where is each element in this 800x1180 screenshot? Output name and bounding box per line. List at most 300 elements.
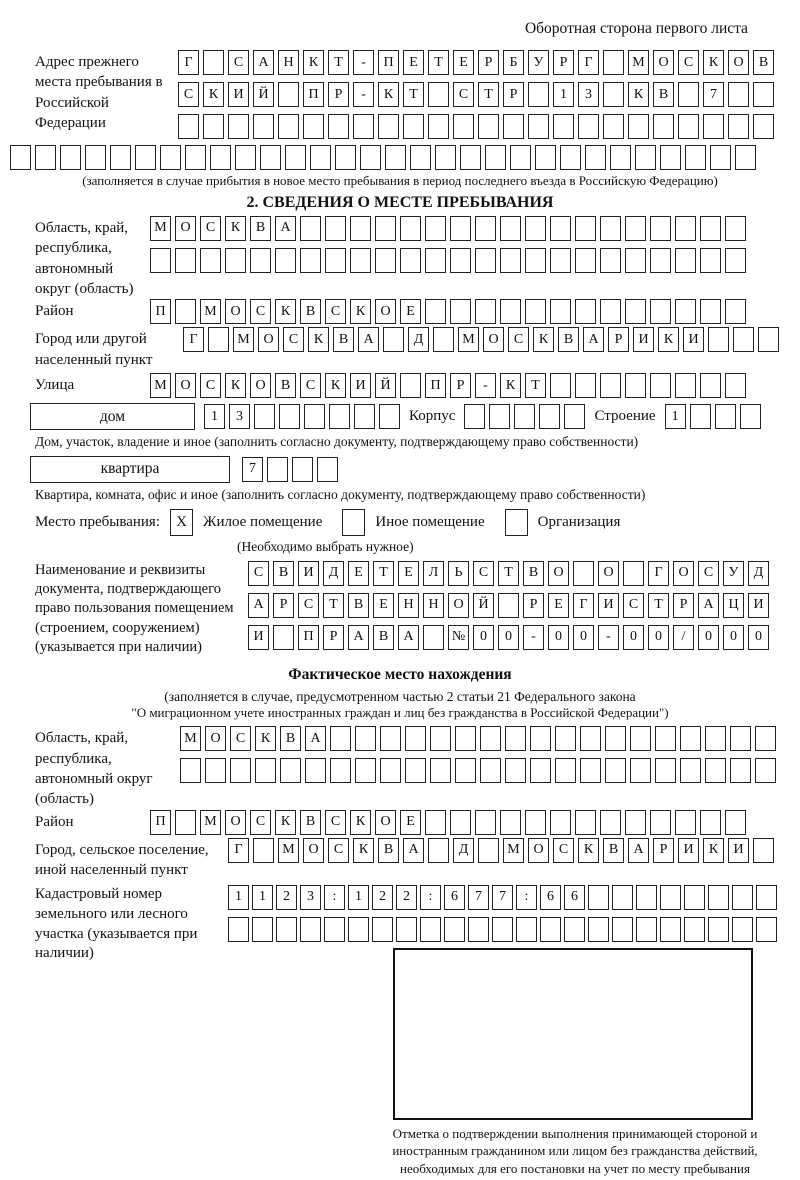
char-box[interactable] [278, 114, 299, 139]
char-box[interactable] [317, 457, 338, 482]
char-box[interactable]: Й [375, 373, 396, 398]
char-box[interactable] [378, 114, 399, 139]
char-box[interactable] [325, 216, 346, 241]
char-box[interactable] [430, 726, 451, 751]
char-box[interactable] [758, 327, 779, 352]
char-box[interactable]: К [275, 299, 296, 324]
char-box[interactable] [628, 114, 649, 139]
char-box[interactable]: К [275, 810, 296, 835]
char-box[interactable]: Р [653, 838, 674, 863]
char-box[interactable] [253, 838, 274, 863]
char-box[interactable] [203, 114, 224, 139]
char-box[interactable]: В [378, 838, 399, 863]
char-box[interactable] [603, 82, 624, 107]
char-box[interactable] [500, 216, 521, 241]
char-box[interactable] [375, 248, 396, 273]
char-box[interactable] [555, 758, 576, 783]
char-box[interactable]: Т [323, 593, 344, 618]
char-box[interactable] [650, 216, 671, 241]
char-box[interactable]: Г [183, 327, 204, 352]
char-box[interactable]: 3 [578, 82, 599, 107]
char-box[interactable]: Н [423, 593, 444, 618]
char-box[interactable]: К [350, 810, 371, 835]
char-box[interactable] [428, 82, 449, 107]
char-box[interactable] [725, 810, 746, 835]
char-box[interactable]: К [325, 373, 346, 398]
char-box[interactable]: Е [348, 561, 369, 586]
char-box[interactable] [650, 299, 671, 324]
char-box[interactable]: 2 [276, 885, 297, 910]
char-box[interactable]: : [516, 885, 537, 910]
char-box[interactable] [460, 145, 481, 170]
char-box[interactable] [383, 327, 404, 352]
char-box[interactable]: А [403, 838, 424, 863]
char-box[interactable] [684, 885, 705, 910]
char-box[interactable] [225, 248, 246, 273]
char-box[interactable] [60, 145, 81, 170]
char-box[interactable] [675, 373, 696, 398]
char-box[interactable] [550, 216, 571, 241]
char-box[interactable] [328, 114, 349, 139]
char-box[interactable]: - [598, 625, 619, 650]
char-box[interactable]: О [175, 216, 196, 241]
char-box[interactable]: П [298, 625, 319, 650]
char-box[interactable]: В [275, 373, 296, 398]
char-box[interactable]: С [200, 373, 221, 398]
char-box[interactable] [756, 885, 777, 910]
char-box[interactable]: Г [178, 50, 199, 75]
char-box[interactable]: Р [523, 593, 544, 618]
char-box[interactable]: Е [453, 50, 474, 75]
char-box[interactable]: О [258, 327, 279, 352]
char-box[interactable]: О [175, 373, 196, 398]
char-box[interactable]: Т [648, 593, 669, 618]
char-box[interactable] [550, 810, 571, 835]
char-box[interactable]: С [300, 373, 321, 398]
char-box[interactable] [292, 457, 313, 482]
char-box[interactable]: Е [373, 593, 394, 618]
char-box[interactable] [678, 82, 699, 107]
char-box[interactable] [655, 726, 676, 751]
char-box[interactable] [433, 327, 454, 352]
char-box[interactable]: 2 [396, 885, 417, 910]
char-box[interactable] [600, 373, 621, 398]
char-box[interactable]: К [500, 373, 521, 398]
char-box[interactable] [725, 248, 746, 273]
char-box[interactable] [685, 145, 706, 170]
char-box[interactable]: Р [328, 82, 349, 107]
char-box[interactable] [550, 373, 571, 398]
char-box[interactable]: Т [373, 561, 394, 586]
char-box[interactable]: - [353, 50, 374, 75]
char-box[interactable]: Т [428, 50, 449, 75]
char-box[interactable]: 0 [498, 625, 519, 650]
char-box[interactable]: К [303, 50, 324, 75]
char-box[interactable]: Т [403, 82, 424, 107]
char-box[interactable] [280, 758, 301, 783]
char-box[interactable] [350, 248, 371, 273]
char-box[interactable]: С [228, 50, 249, 75]
char-box[interactable] [728, 82, 749, 107]
char-box[interactable] [710, 145, 731, 170]
char-box[interactable]: Ц [723, 593, 744, 618]
char-box[interactable] [550, 299, 571, 324]
char-box[interactable] [575, 373, 596, 398]
stay-option-organization-checkbox[interactable] [505, 509, 528, 536]
char-box[interactable]: О [375, 299, 396, 324]
char-box[interactable] [600, 810, 621, 835]
char-box[interactable]: 0 [723, 625, 744, 650]
char-box[interactable]: О [250, 373, 271, 398]
char-box[interactable] [455, 726, 476, 751]
char-box[interactable] [35, 145, 56, 170]
char-box[interactable] [492, 917, 513, 942]
char-box[interactable] [385, 145, 406, 170]
char-box[interactable] [450, 299, 471, 324]
char-box[interactable]: К [378, 82, 399, 107]
char-box[interactable] [636, 917, 657, 942]
char-box[interactable]: 0 [548, 625, 569, 650]
char-box[interactable] [505, 758, 526, 783]
char-box[interactable]: - [353, 82, 374, 107]
char-box[interactable]: О [528, 838, 549, 863]
char-box[interactable]: К [533, 327, 554, 352]
char-box[interactable] [435, 145, 456, 170]
char-box[interactable]: С [678, 50, 699, 75]
char-box[interactable] [600, 216, 621, 241]
char-box[interactable] [753, 114, 774, 139]
char-box[interactable] [330, 758, 351, 783]
char-box[interactable] [610, 145, 631, 170]
char-box[interactable]: М [233, 327, 254, 352]
char-box[interactable]: М [150, 216, 171, 241]
char-box[interactable]: В [603, 838, 624, 863]
char-box[interactable] [735, 145, 756, 170]
char-box[interactable]: № [448, 625, 469, 650]
char-box[interactable]: А [358, 327, 379, 352]
char-box[interactable] [450, 216, 471, 241]
char-box[interactable] [588, 885, 609, 910]
char-box[interactable]: К [703, 838, 724, 863]
char-box[interactable] [425, 299, 446, 324]
char-box[interactable] [753, 838, 774, 863]
char-box[interactable] [708, 917, 729, 942]
char-box[interactable]: К [308, 327, 329, 352]
char-box[interactable]: 1 [553, 82, 574, 107]
char-box[interactable]: А [583, 327, 604, 352]
char-box[interactable] [655, 758, 676, 783]
char-box[interactable] [464, 404, 485, 429]
char-box[interactable]: Е [398, 561, 419, 586]
char-box[interactable] [350, 216, 371, 241]
char-box[interactable] [500, 248, 521, 273]
char-box[interactable]: М [278, 838, 299, 863]
char-box[interactable]: С [325, 810, 346, 835]
char-box[interactable] [678, 114, 699, 139]
char-box[interactable] [684, 917, 705, 942]
char-box[interactable] [355, 758, 376, 783]
char-box[interactable] [725, 216, 746, 241]
char-box[interactable] [636, 885, 657, 910]
char-box[interactable] [700, 216, 721, 241]
char-box[interactable] [680, 758, 701, 783]
char-box[interactable] [200, 248, 221, 273]
char-box[interactable] [180, 758, 201, 783]
char-box[interactable]: Г [228, 838, 249, 863]
char-box[interactable] [455, 758, 476, 783]
char-box[interactable] [625, 810, 646, 835]
char-box[interactable] [430, 758, 451, 783]
char-box[interactable] [405, 758, 426, 783]
char-box[interactable]: В [250, 216, 271, 241]
char-box[interactable] [255, 758, 276, 783]
char-box[interactable] [580, 726, 601, 751]
char-box[interactable] [310, 145, 331, 170]
char-box[interactable]: Е [548, 593, 569, 618]
char-box[interactable]: У [723, 561, 744, 586]
char-box[interactable]: С [623, 593, 644, 618]
char-box[interactable] [715, 404, 736, 429]
char-box[interactable]: И [683, 327, 704, 352]
char-box[interactable] [135, 145, 156, 170]
char-box[interactable] [360, 145, 381, 170]
char-box[interactable] [450, 248, 471, 273]
char-box[interactable] [623, 561, 644, 586]
char-box[interactable]: И [748, 593, 769, 618]
char-box[interactable] [525, 299, 546, 324]
char-box[interactable] [753, 82, 774, 107]
char-box[interactable]: У [528, 50, 549, 75]
char-box[interactable]: 3 [300, 885, 321, 910]
char-box[interactable]: Р [553, 50, 574, 75]
char-box[interactable] [580, 758, 601, 783]
char-box[interactable] [555, 726, 576, 751]
char-box[interactable] [675, 810, 696, 835]
char-box[interactable] [403, 114, 424, 139]
char-box[interactable] [740, 404, 761, 429]
char-box[interactable]: Е [400, 810, 421, 835]
char-box[interactable]: Н [398, 593, 419, 618]
char-box[interactable] [755, 726, 776, 751]
char-box[interactable] [252, 917, 273, 942]
char-box[interactable] [10, 145, 31, 170]
char-box[interactable] [178, 114, 199, 139]
char-box[interactable]: В [753, 50, 774, 75]
char-box[interactable]: И [598, 593, 619, 618]
char-box[interactable] [756, 917, 777, 942]
char-box[interactable] [730, 726, 751, 751]
char-box[interactable]: Р [273, 593, 294, 618]
char-box[interactable]: 3 [229, 404, 250, 429]
char-box[interactable] [528, 82, 549, 107]
char-box[interactable]: М [200, 810, 221, 835]
char-box[interactable] [410, 145, 431, 170]
char-box[interactable]: Г [573, 593, 594, 618]
char-box[interactable]: Й [473, 593, 494, 618]
char-box[interactable]: В [523, 561, 544, 586]
char-box[interactable] [708, 327, 729, 352]
char-box[interactable]: 1 [228, 885, 249, 910]
char-box[interactable]: К [628, 82, 649, 107]
char-box[interactable] [625, 216, 646, 241]
char-box[interactable] [480, 726, 501, 751]
char-box[interactable]: И [678, 838, 699, 863]
char-box[interactable]: В [280, 726, 301, 751]
char-box[interactable]: И [350, 373, 371, 398]
char-box[interactable]: С [553, 838, 574, 863]
char-box[interactable] [725, 373, 746, 398]
char-box[interactable]: С [698, 561, 719, 586]
char-box[interactable] [660, 917, 681, 942]
char-box[interactable] [573, 561, 594, 586]
char-box[interactable]: 0 [573, 625, 594, 650]
char-box[interactable]: 7 [703, 82, 724, 107]
char-box[interactable] [235, 145, 256, 170]
char-box[interactable]: С [453, 82, 474, 107]
char-box[interactable] [600, 248, 621, 273]
char-box[interactable]: О [548, 561, 569, 586]
char-box[interactable] [489, 404, 510, 429]
char-box[interactable] [400, 373, 421, 398]
char-box[interactable] [650, 810, 671, 835]
char-box[interactable]: В [273, 561, 294, 586]
char-box[interactable]: 2 [372, 885, 393, 910]
char-box[interactable] [625, 248, 646, 273]
char-box[interactable] [203, 50, 224, 75]
char-box[interactable] [468, 917, 489, 942]
char-box[interactable]: С [250, 810, 271, 835]
char-box[interactable] [728, 114, 749, 139]
char-box[interactable] [420, 917, 441, 942]
char-box[interactable] [733, 327, 754, 352]
char-box[interactable] [230, 758, 251, 783]
char-box[interactable]: В [558, 327, 579, 352]
char-box[interactable]: Р [478, 50, 499, 75]
char-box[interactable]: 0 [623, 625, 644, 650]
char-box[interactable]: С [473, 561, 494, 586]
char-box[interactable] [560, 145, 581, 170]
char-box[interactable]: Д [453, 838, 474, 863]
char-box[interactable] [304, 404, 325, 429]
char-box[interactable] [539, 404, 560, 429]
char-box[interactable] [500, 299, 521, 324]
char-box[interactable]: Л [423, 561, 444, 586]
char-box[interactable]: 6 [564, 885, 585, 910]
char-box[interactable] [564, 404, 585, 429]
char-box[interactable] [428, 838, 449, 863]
char-box[interactable]: К [350, 299, 371, 324]
char-box[interactable]: О [375, 810, 396, 835]
char-box[interactable] [530, 726, 551, 751]
char-box[interactable]: И [248, 625, 269, 650]
char-box[interactable] [348, 917, 369, 942]
char-box[interactable]: С [328, 838, 349, 863]
char-box[interactable] [453, 114, 474, 139]
char-box[interactable]: С [178, 82, 199, 107]
char-box[interactable] [253, 114, 274, 139]
char-box[interactable] [650, 373, 671, 398]
char-box[interactable] [500, 810, 521, 835]
char-box[interactable]: Б [503, 50, 524, 75]
char-box[interactable] [425, 810, 446, 835]
char-box[interactable]: Ь [448, 561, 469, 586]
char-box[interactable]: О [653, 50, 674, 75]
char-box[interactable]: И [728, 838, 749, 863]
char-box[interactable]: 6 [444, 885, 465, 910]
char-box[interactable] [575, 810, 596, 835]
char-box[interactable]: С [283, 327, 304, 352]
char-box[interactable]: М [628, 50, 649, 75]
char-box[interactable] [525, 248, 546, 273]
char-box[interactable] [564, 917, 585, 942]
char-box[interactable] [675, 299, 696, 324]
char-box[interactable]: Т [478, 82, 499, 107]
char-box[interactable] [325, 248, 346, 273]
char-box[interactable]: О [728, 50, 749, 75]
char-box[interactable] [585, 145, 606, 170]
char-box[interactable]: Д [408, 327, 429, 352]
char-box[interactable] [505, 726, 526, 751]
char-box[interactable] [525, 216, 546, 241]
char-box[interactable] [660, 885, 681, 910]
char-box[interactable]: 7 [242, 457, 263, 482]
char-box[interactable] [330, 726, 351, 751]
char-box[interactable] [205, 758, 226, 783]
char-box[interactable] [425, 216, 446, 241]
char-box[interactable]: О [448, 593, 469, 618]
char-box[interactable]: Д [748, 561, 769, 586]
char-box[interactable] [578, 114, 599, 139]
char-box[interactable]: П [150, 299, 171, 324]
char-box[interactable] [503, 114, 524, 139]
char-box[interactable]: В [373, 625, 394, 650]
char-box[interactable] [690, 404, 711, 429]
char-box[interactable] [85, 145, 106, 170]
char-box[interactable] [540, 917, 561, 942]
char-box[interactable]: Г [578, 50, 599, 75]
char-box[interactable] [730, 758, 751, 783]
char-box[interactable] [300, 917, 321, 942]
char-box[interactable] [303, 114, 324, 139]
char-box[interactable]: 6 [540, 885, 561, 910]
char-box[interactable]: 7 [468, 885, 489, 910]
char-box[interactable] [423, 625, 444, 650]
char-box[interactable] [396, 917, 417, 942]
char-box[interactable] [355, 726, 376, 751]
char-box[interactable]: А [398, 625, 419, 650]
char-box[interactable] [660, 145, 681, 170]
char-box[interactable]: О [225, 810, 246, 835]
char-box[interactable]: 7 [492, 885, 513, 910]
char-box[interactable]: Е [403, 50, 424, 75]
char-box[interactable] [372, 917, 393, 942]
char-box[interactable] [605, 758, 626, 783]
char-box[interactable]: Н [278, 50, 299, 75]
char-box[interactable]: А [253, 50, 274, 75]
char-box[interactable]: / [673, 625, 694, 650]
char-box[interactable] [725, 299, 746, 324]
char-box[interactable] [700, 373, 721, 398]
char-box[interactable] [228, 917, 249, 942]
char-box[interactable] [630, 726, 651, 751]
char-box[interactable] [354, 404, 375, 429]
char-box[interactable]: К [255, 726, 276, 751]
char-box[interactable]: 1 [252, 885, 273, 910]
char-box[interactable]: О [673, 561, 694, 586]
char-box[interactable] [379, 404, 400, 429]
char-box[interactable]: В [300, 810, 321, 835]
char-box[interactable] [603, 50, 624, 75]
